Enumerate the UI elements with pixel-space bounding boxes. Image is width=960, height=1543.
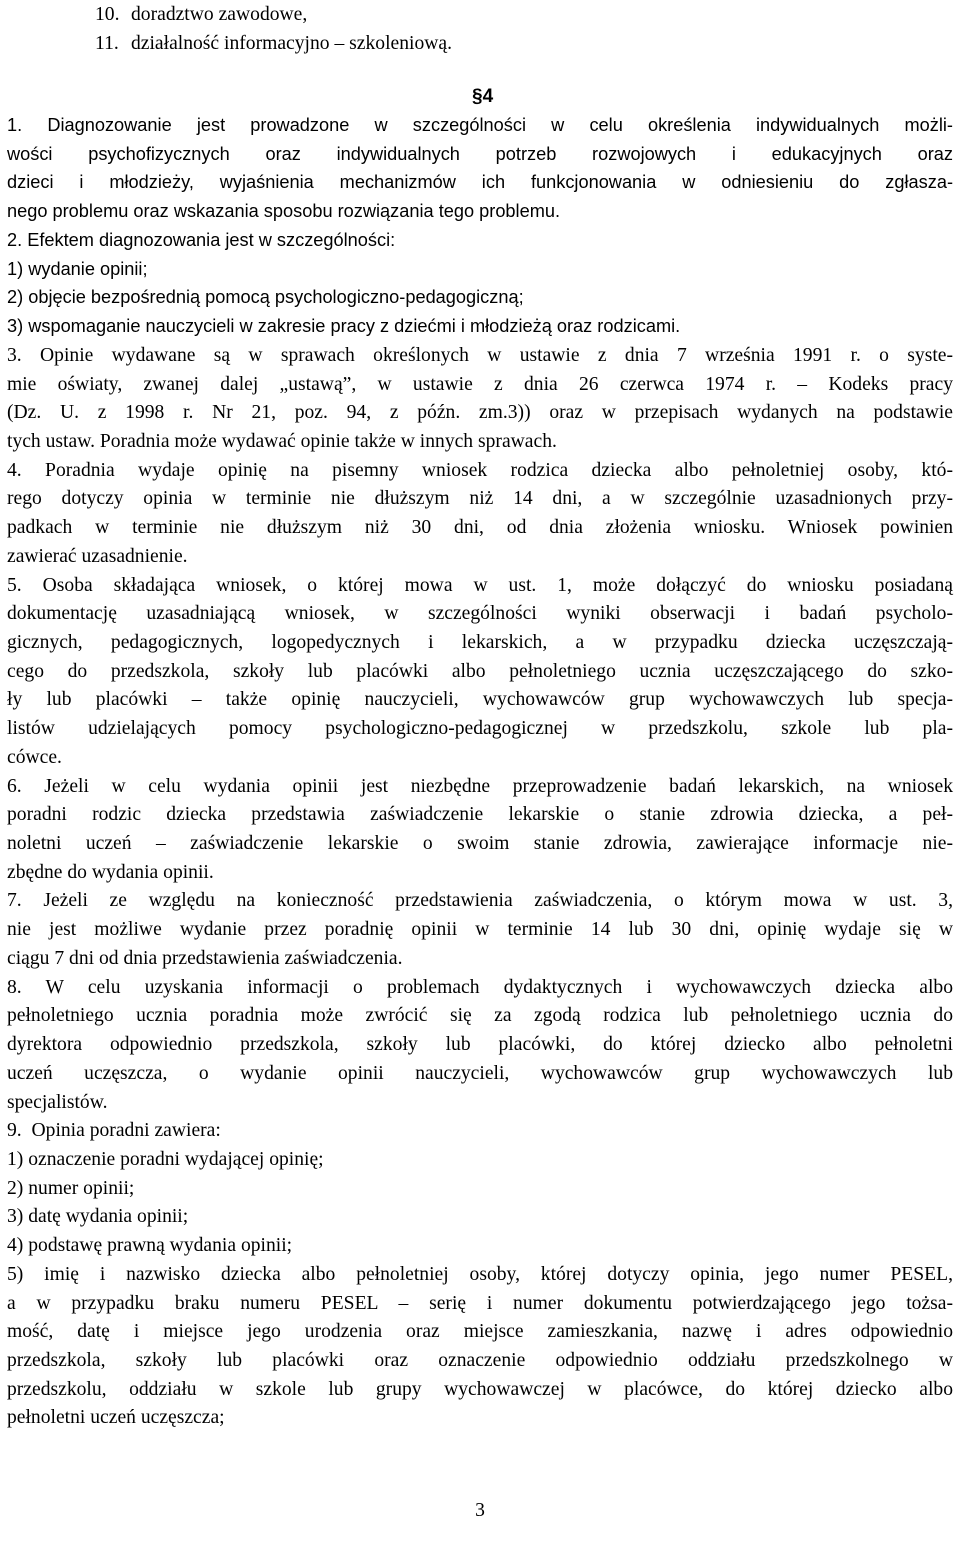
text-line: 3. Opinie wydawane są w sprawach określonych w ustawie z dnia 7 września 1991 r. o syste- [7, 344, 953, 366]
list-item: 10. doradztwo zawodowe, [95, 4, 308, 25]
text-line: noletni uczeń – zaświadczenie lekarskie o swoim stanie zdrowia, zawierające informacje nie- [7, 833, 953, 854]
text-line: pełnoletni uczeń uczęszcza; [7, 1407, 225, 1429]
text-line: nie jest możliwe wydanie przez poradnię opinii w terminie 14 lub 30 dni, opinię wydaje się w [7, 919, 953, 941]
text-line: 1) oznaczenie poradni wydającej opinię; [7, 1148, 324, 1170]
text-line: a w przypadku braku numeru PESEL – serię i numer dokumentu potwierdzającego jego tożsa- [7, 1292, 953, 1314]
text-line: dzieci i młodzieży, wyjaśnienia mechanizmów ich funkcjonowania w odniesieniu do zgłasza- [7, 172, 953, 193]
text-line: nego problemu oraz wskazania sposobu rozwiązania tego problemu. [7, 201, 561, 222]
text-line: 9. Opinia poradni zawiera: [7, 1120, 221, 1142]
text-line: wości psychofizycznych oraz indywidualnych potrzeb rozwojowych i edukacyjnych oraz [7, 143, 953, 164]
text-line: 3) datę wydania opinii; [7, 1206, 189, 1228]
text-line: 7. Jeżeli ze względu na konieczność przedstawienia zaświadczenia, o którym mowa w ust. 3, [7, 890, 953, 912]
text-line: mie oświaty, zwanej dalej „ustawą”, w ustawie z dnia 26 czerwca 1974 r. – Kodeks pracy [7, 373, 953, 395]
text-line: specjalistów. [7, 1091, 108, 1113]
text-line: 1. Diagnozowanie jest prowadzone w szczególności w celu określenia indywidualnych możli- [7, 115, 953, 135]
text-line: 1) wydanie opinii; [7, 258, 148, 279]
text-line: uczeń uczęszcza, o wydanie opinii nauczycieli, wychowawców grup wychowawczych lub [7, 1062, 953, 1084]
text-line: padkach w terminie nie dłuższym niż 30 dni, od dnia złożenia wniosku. Wniosek powinien [7, 517, 953, 539]
section-heading: §4 [472, 86, 494, 107]
text-line: pełnoletniego ucznia poradnia może zwrócić się za zgodą rodzica lub pełnoletniego ucznia do [7, 1005, 953, 1027]
text-line: 8. W celu uzyskania informacji o problemach dydaktycznych i wychowawczych dziecka albo [7, 976, 953, 998]
text-line: (Dz. U. z 1998 r. Nr 21, poz. 94, z późn. zm.3)) oraz w przepisach wydanych na podstawie [7, 402, 953, 424]
text-line: 3) wspomaganie nauczycieli w zakresie pracy z dziećmi i młodzieżą oraz rodzicami. [7, 316, 681, 336]
page-number: 3 [475, 1500, 485, 1521]
text-line: ciągu 7 dni od dnia przedstawienia zaświadczenia. [7, 947, 403, 969]
text-line: przedszkolu, oddziału w szkole lub grupy wychowawczej w placówce, do której dziecko albo [7, 1378, 953, 1400]
text-line: cego do przedszkola, szkoły lub placówki albo pełnoletniego ucznia uczęszczającego do szko- [7, 660, 953, 682]
text-line: ły lub placówki – także opinię nauczycieli, wychowawców grup wychowawczych lub specja- [7, 689, 953, 711]
text-line: zbędne do wydania opinii. [7, 861, 214, 883]
text-line: 5. Osoba składająca wniosek, o której mowa w ust. 1, może dołączyć do wniosku posiadaną [7, 574, 953, 596]
text-line: przedszkola, szkoły lub placówki oraz oznaczenie odpowiednio oddziału przedszkolnego w [7, 1350, 953, 1371]
text-line: dokumentację uzasadniającą wniosek, w szczególności wyniki obserwacji i badań psycholo- [7, 603, 953, 625]
text-line: 2. Efektem diagnozowania jest w szczególności: [7, 229, 396, 250]
list-item: 11. działalność informacyjno – szkoleniową. [95, 33, 453, 54]
text-line: zawierać uzasadnienie. [7, 545, 188, 567]
text-line: gicznych, pedagogicznych, logopedycznych i lekarskich, a w przypadku dziecka uczęszczają- [7, 632, 953, 653]
text-line: 5) imię i nazwisko dziecka albo pełnoletniej osoby, której dotyczy opinia, jego numer PESEL, [7, 1263, 953, 1285]
text-line: mość, datę i miejsce jego urodzenia oraz miejsce zamieszkania, nazwę i adres odpowiednio [7, 1321, 953, 1343]
text-line: dyrektora odpowiednio przedszkola, szkoły lub placówki, do której dziecko albo pełnoletni [7, 1034, 953, 1055]
text-line: 6. Jeżeli w celu wydania opinii jest niezbędne przeprowadzenie badań lekarskich, na wniosek [7, 775, 953, 797]
text-line: tych ustaw. Poradnia może wydawać opinie także w innych sprawach. [7, 430, 557, 452]
text-line: 2) objęcie bezpośrednią pomocą psychologiczno-pedagogiczną; [7, 287, 524, 308]
text-line: listów udzielających pomocy psychologiczno-pedagogicznej w przedszkolu, szkole lub pla- [7, 718, 953, 740]
text-line: 2) numer opinii; [7, 1177, 135, 1199]
text-line: poradni rodzic dziecka przedstawia zaświadczenie lekarskie o stanie zdrowia dziecka, a peł- [7, 804, 953, 826]
text-line: 4) podstawę prawną wydania opinii; [7, 1235, 293, 1257]
text-line: rego dotyczy opinia w terminie nie dłuższym niż 14 dni, a w szczególnie uzasadnionych przy- [7, 488, 953, 510]
text-line: cówce. [7, 746, 62, 768]
text-line: 4. Poradnia wydaje opinię na pisemny wniosek rodzica dziecka albo pełnoletniej osoby, któ- [7, 459, 953, 481]
